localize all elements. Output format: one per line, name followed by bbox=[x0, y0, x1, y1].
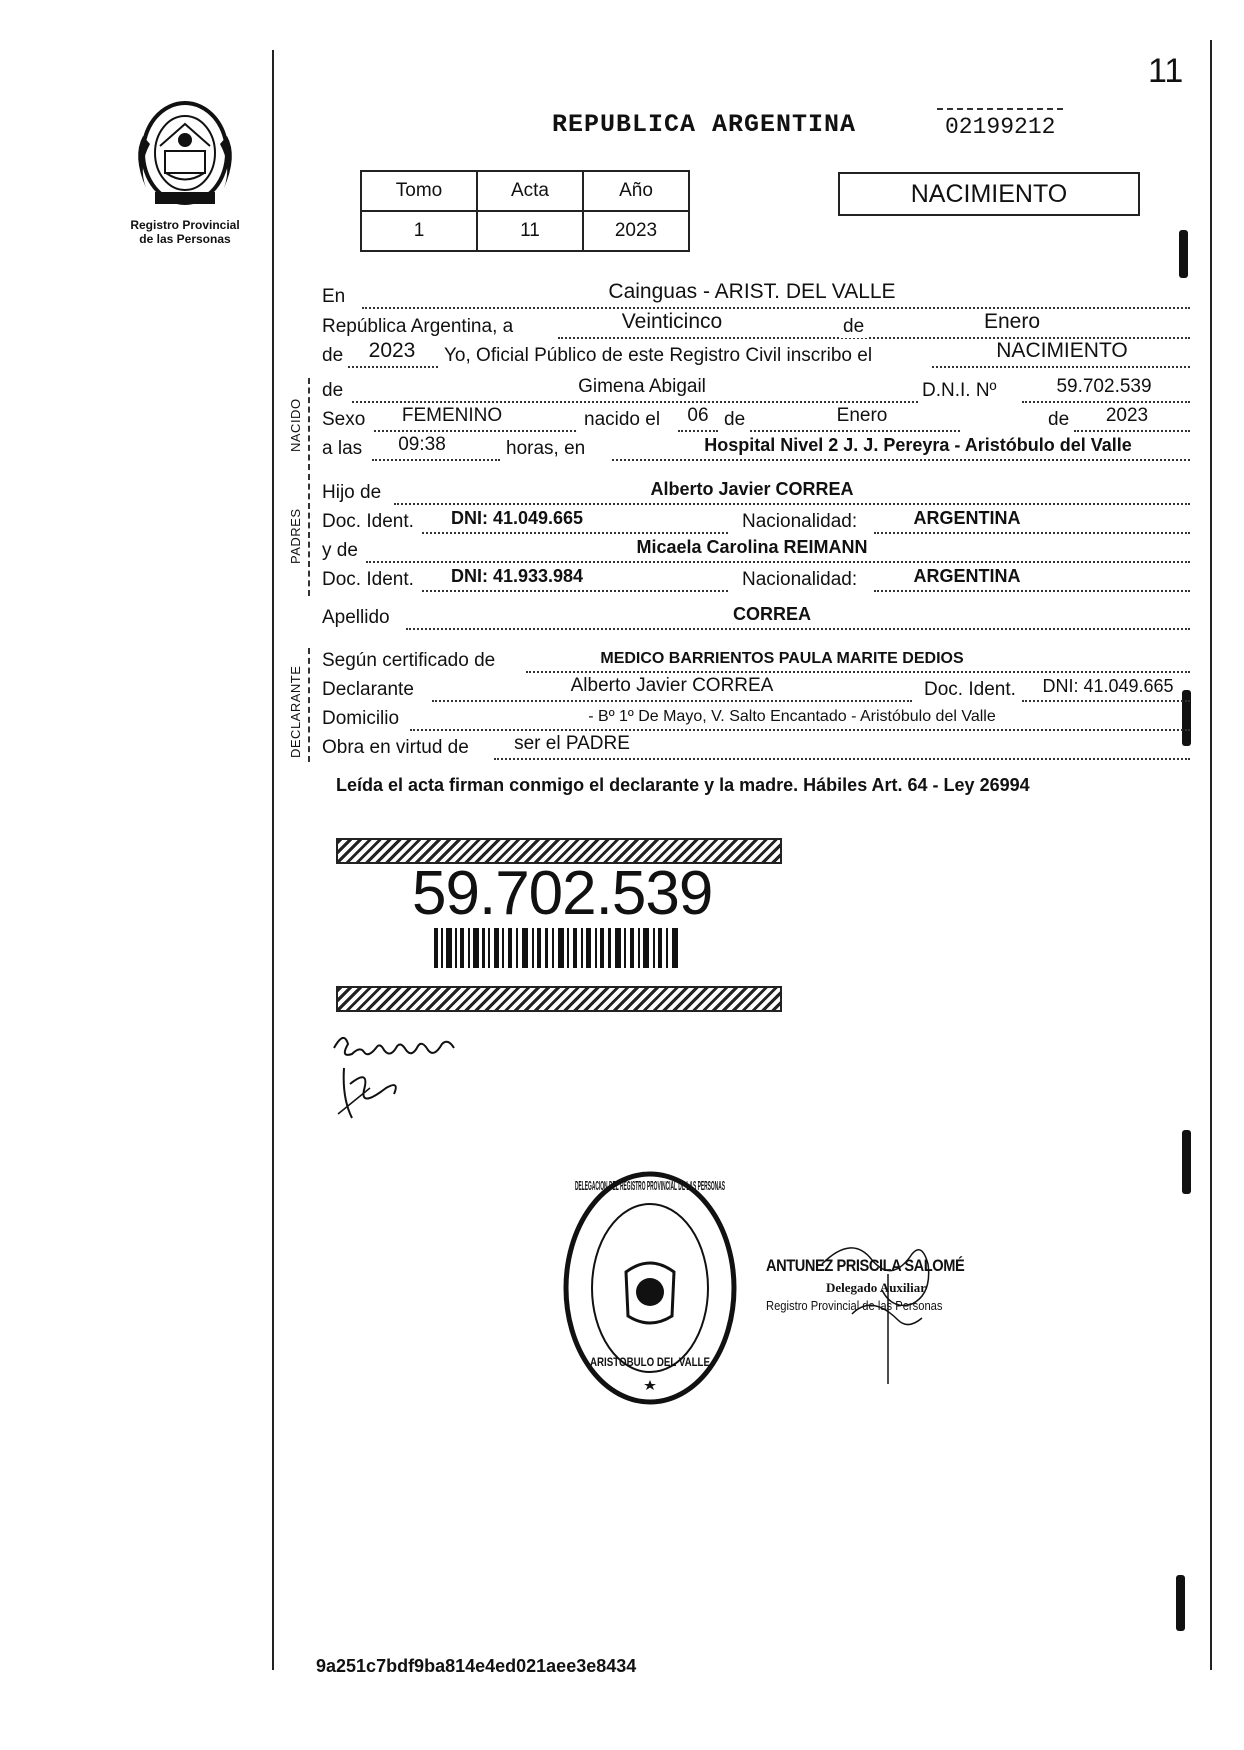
nacido-name: Gimena Abigail bbox=[578, 376, 706, 397]
declarante-doc: DNI: 41.049.665 bbox=[1042, 676, 1174, 696]
mother-doc: DNI: 41.933.984 bbox=[450, 566, 584, 586]
month-value: Enero bbox=[983, 310, 1041, 333]
doc-type-box bbox=[838, 172, 1140, 216]
de-label-2: de bbox=[322, 345, 344, 366]
sexo-label: Sexo bbox=[322, 409, 366, 430]
row-father-doc bbox=[322, 509, 1190, 539]
book-header-acta: Acta bbox=[477, 171, 583, 211]
year-value: 2023 bbox=[368, 339, 416, 362]
declarante-label: Declarante bbox=[322, 679, 414, 700]
row-inscribo bbox=[322, 339, 1190, 373]
doc-type: NACIMIENTO bbox=[910, 179, 1068, 208]
row-father bbox=[322, 480, 1190, 510]
domicilio-label: Domicilio bbox=[322, 708, 400, 729]
place-value: Cainguas - ARIST. DEL VALLE bbox=[608, 280, 896, 303]
padres-section-label: PADRES bbox=[288, 508, 303, 564]
misiones-seal-icon bbox=[130, 96, 240, 214]
horas-label: horas, en bbox=[506, 438, 586, 459]
padres-section-bar bbox=[308, 474, 310, 596]
row-mother-doc bbox=[322, 567, 1190, 597]
serial-box bbox=[937, 108, 1063, 140]
domicilio-value: - Bº 1º De Mayo, V. Salto Encantado - Aristóbulo del Valle bbox=[588, 708, 996, 725]
book-value-tomo: 1 bbox=[361, 211, 477, 251]
serial-number: 02199212 bbox=[945, 114, 1056, 140]
official-seal bbox=[560, 1168, 740, 1413]
father-doc-label: Doc. Ident. bbox=[322, 511, 414, 532]
registry-name-line1: Registro Provincial bbox=[130, 218, 240, 232]
official-name: ANTUNEZ PRISCILA SALOMÉ bbox=[766, 1256, 965, 1275]
registry-name bbox=[110, 218, 260, 246]
row-hora bbox=[322, 436, 1190, 466]
row-apellido bbox=[322, 605, 1190, 635]
barcode-bars bbox=[434, 928, 678, 973]
de-label-4: de bbox=[1048, 409, 1070, 430]
birth-time: 09:38 bbox=[398, 434, 446, 455]
cert-label: Según certificado de bbox=[322, 650, 496, 671]
act-value: NACIMIENTO bbox=[996, 339, 1128, 362]
official-role: Delegado Auxiliar bbox=[826, 1280, 927, 1295]
alas-label: a las bbox=[322, 438, 363, 459]
yde-label: y de bbox=[322, 540, 358, 561]
left-margin-line bbox=[272, 50, 274, 1670]
mother-name: Micaela Carolina REIMANN bbox=[636, 537, 868, 557]
father-doc: DNI: 41.049.665 bbox=[450, 508, 584, 528]
seal-top-text: DELEGACION DEL REGISTRO PROVINCIAL DE LAS PERSONAS bbox=[575, 1178, 726, 1193]
en-label: En bbox=[322, 286, 346, 307]
birth-day: 06 bbox=[687, 405, 709, 426]
right-margin-line bbox=[1210, 40, 1212, 1670]
inscribo-label: Yo, Oficial Público de este Registro Civil inscribo el bbox=[444, 345, 873, 366]
registry-name-line2: de las Personas bbox=[139, 232, 231, 246]
obra-value: ser el PADRE bbox=[514, 733, 630, 754]
declarante-section-label: DECLARANTE bbox=[288, 665, 303, 758]
mother-signature bbox=[330, 1028, 480, 1133]
nacido-section-label: NACIDO bbox=[288, 398, 303, 452]
declarante-doc-label: Doc. Ident. bbox=[924, 679, 1016, 700]
mother-nat-label: Nacionalidad: bbox=[742, 569, 858, 590]
father-name: Alberto Javier CORREA bbox=[650, 479, 854, 499]
nacido-de-label: de bbox=[322, 380, 344, 401]
book-table bbox=[360, 170, 690, 252]
registry-logo bbox=[130, 96, 240, 214]
barcode-number: 59.702.539 bbox=[412, 859, 713, 928]
row-cert bbox=[322, 648, 1190, 678]
apellido-label: Apellido bbox=[322, 607, 390, 628]
book-value-anio: 2023 bbox=[583, 211, 689, 251]
scan-mark bbox=[1182, 1130, 1191, 1194]
delegation-seal-icon bbox=[560, 1168, 740, 1408]
row-sexo bbox=[322, 407, 1190, 437]
father-nat: ARGENTINA bbox=[913, 508, 1021, 528]
row-mother bbox=[322, 538, 1190, 568]
seal-inner-text: ARISTOBULO DEL VALLE bbox=[590, 1355, 710, 1369]
mother-nat: ARGENTINA bbox=[913, 566, 1021, 586]
birth-year: 2023 bbox=[1105, 405, 1149, 426]
de-label-3: de bbox=[724, 409, 746, 430]
book-value-acta: 11 bbox=[477, 211, 583, 251]
republic-label: República Argentina, a bbox=[322, 316, 514, 337]
row-obra bbox=[322, 735, 1190, 765]
closing-text: Leída el acta firman conmigo el declarante y la madre. Hábiles Art. 64 - Ley 26994 bbox=[336, 775, 1030, 795]
country-heading: REPUBLICA ARGENTINA bbox=[552, 110, 857, 139]
father-nat-label: Nacionalidad: bbox=[742, 511, 858, 532]
mother-doc-label: Doc. Ident. bbox=[322, 569, 414, 590]
official-signature bbox=[812, 1234, 952, 1399]
scan-mark bbox=[1179, 230, 1188, 278]
official-signature-icon bbox=[812, 1234, 952, 1394]
footer-hash: 9a251c7bdf9ba814e4ed021aee3e8434 bbox=[316, 1656, 637, 1676]
nacido-el-label: nacido el bbox=[584, 409, 661, 430]
obra-label: Obra en virtud de bbox=[322, 737, 469, 758]
declarante-name: Alberto Javier CORREA bbox=[570, 675, 774, 696]
barcode-strip-bottom bbox=[336, 986, 782, 1012]
declarante-section-bar bbox=[308, 648, 310, 762]
scan-mark bbox=[1176, 1575, 1185, 1631]
birth-month: Enero bbox=[836, 405, 888, 426]
official-org: Registro Provincial de las Personas bbox=[766, 1298, 943, 1313]
barcode-icon bbox=[434, 928, 678, 968]
apellido-value: CORREA bbox=[732, 604, 811, 624]
row-nacido-name bbox=[322, 378, 1190, 408]
nacido-dni: 59.702.539 bbox=[1056, 376, 1152, 397]
cert-value: MEDICO BARRIENTOS PAULA MARITE DEDIOS bbox=[600, 650, 964, 667]
birth-place: Hospital Nivel 2 J. J. Pereyra - Aristóbulo del Valle bbox=[704, 435, 1132, 455]
book-header-tomo: Tomo bbox=[361, 171, 477, 211]
row-domicilio bbox=[322, 706, 1190, 736]
row-declarante bbox=[322, 677, 1190, 707]
hijo-label: Hijo de bbox=[322, 482, 382, 503]
dni-label: D.N.I. Nº bbox=[922, 380, 997, 401]
book-header-anio: Año bbox=[583, 171, 689, 211]
sexo-value: FEMENINO bbox=[401, 405, 503, 426]
page-number: 11 bbox=[1148, 52, 1184, 90]
de-label: de bbox=[840, 316, 867, 338]
day-words: Veinticinco bbox=[621, 310, 723, 333]
handwritten-signature-icon bbox=[330, 1028, 480, 1128]
nacido-section-bar bbox=[308, 378, 310, 470]
